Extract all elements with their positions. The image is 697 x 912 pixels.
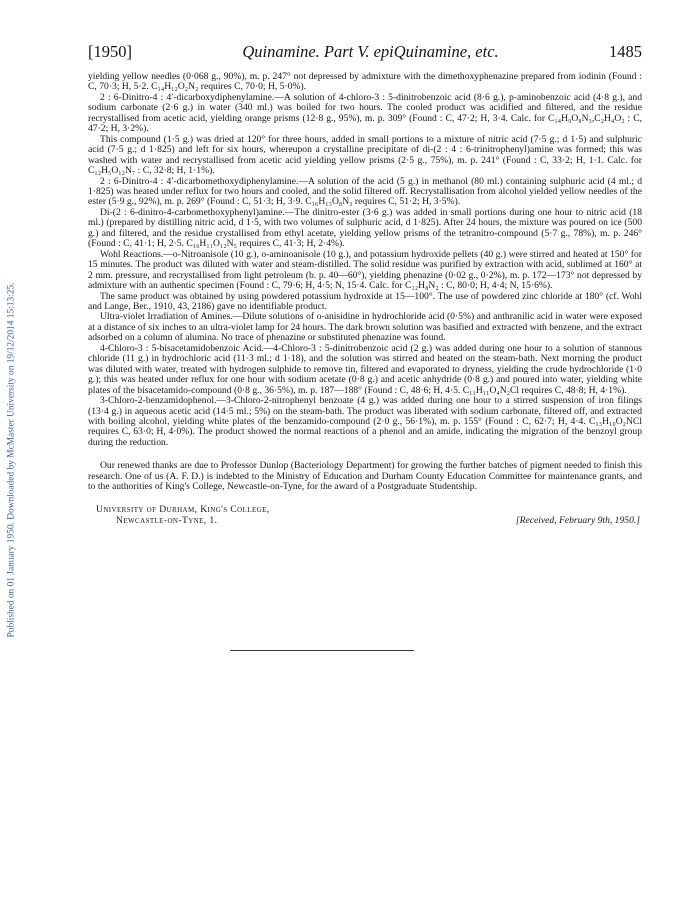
page-number: 1485 [608, 42, 642, 61]
received-date: [Received, February 9th, 1950.] [515, 514, 640, 526]
paragraph-continued: yielding yellow needles (0·068 g., 90%), m. p. 247° not depressed by admixture with the dimethoxyphenazine prepared from iodinin (Found : C, 70·3; H, 5·2. C₁₄H₁₂O₂N₂ requires C, 70·0; H, 5·0%). [88, 71, 642, 93]
paragraph-same-product: The same product was obtained by using powdered potassium hydroxide at 15—100°. The use of powdered zinc chloride at 180° (cf. Wohl and Lange, Ber., 1910, 43, 2186) gave no identifiable product. [88, 290, 642, 312]
paragraph-uv-irradiation: Ultra-violet Irradiation of Amines.—Dilute solutions of o-anisidine in hydrochloride acid (0·5%) and anthranilic acid in water were exposed at a distance of six inches to an ultra-violet lamp for 24 hours. The dark brown solution was basified and extracted with benzene, and the extract adsorbed on a column of alumina. No trace of phenazine or substituted phenazine was found. [88, 311, 642, 344]
end-rule [230, 650, 414, 651]
page-header [88, 42, 642, 62]
paragraph-dicarbomethoxy: 2 : 6-Dinitro-4 : 4′-dicarbomethoxydiphenylamine.—A solution of the acid (5 g.) in methanol (80 ml.) containing sulphuric acid (4 ml.; d 1·825) was heated under reflux for two hours and cooled, and the solid filtered off. Recrystallisation from alcohol yielded yellow needles of the ester (5·9 g., 92%), m. p. 269° (Found : C, 51·3; H, 3·9. C₁₆H₁₃O₈N₃ requires C, 51·2; H, 3·5%). [88, 175, 642, 208]
volume-year: [1950] [88, 42, 132, 61]
paragraph-wohl-reactions: Wohl Reactions.—o-Nitroanisole (10 g.), o-aminoanisole (10 g.), and potassium hydroxide pellets (40 g.) were stirred and heated at 150° for 15 minutes. The product was diluted with water and steam-distilled. The solid residue was purified by extraction with acid, sublimed at 160° at 2 mm. pressure, and recrystallised from light petroleum (b. p. 40—60°), yielding phenazine (0·02 g., 0·2%), m. p. 172—173° not depressed by admixture with an authentic specimen (Found : C, 79·6; H, 4·5; N, 15·4. Calc. for C₁₂H₈N₂ : C, 80·0; H, 4·4; N, 15·6%). [88, 248, 642, 292]
institution-line-1: University of Durham, King's College, [96, 503, 270, 515]
paragraph-benzamidophenol: 3-Chloro-2-benzamidophenol.—3-Chloro-2-nitrophenyl benzoate (4 g.) was added during one hour to a stirred suspension of iron filings (13·4 g.) in aqueous acetic acid (14·5 ml.; 5%) on the steam-bath. The product was liberated with sodium carbonate, filtered off, and extracted with boiling alcohol, yielding white plates of the benzamido-compound (2·0 g., 56·1%), m. p. 155° (Found : C, 62·7; H, 4·4. C₁₃H₁₀O₂NCl requires C, 63·0; H, 4·0%). The product showed the normal reactions of a phenol and an amide, indicating the migration of the benzoyl group during the reduction. [88, 395, 642, 448]
paragraph-bisacetamido: 4-Chloro-3 : 5-bisacetamidobenzoic Acid.—4-Chloro-3 : 5-dinitrobenzoic acid (2 g.) was added during one hour to a solution of stannous chloride (11 g.) in hydrochloric acid (11·3 ml.; d 1·18), and the solution was stirred and heated on the steam-bath. Next morning the product was diluted with water, treated with hydrogen sulphide to remove tin, filtered and evaporated to dryness, yielding the crude hydrochloride (1·0 g.); this was heated under reflux for one hour with sodium acetate (0·8 g.) and acetic anhydride (0·8 g.) and poured into water, yielding white plates of the bisacetamido-compound (0·8 g., 36·5%), m. p. 187—188° (Found : C, 48·6; H, 4·5. C₁₁H₁₁O₄N₂Cl requires C, 48·8; H, 4·1%). [88, 342, 642, 396]
article-body [88, 72, 642, 493]
running-title: Quinamine. Part V. epiQuinamine, etc. [242, 42, 499, 61]
download-notice: Published on 01 January 1950. Downloaded by McMaster University on 19/12/2014 15:13:25. [6, 282, 17, 638]
journal-page [88, 42, 642, 528]
paragraph-trinitrophenylamine: This compound (1·5 g.) was dried at 120° for three hours, added in small portions to a mixture of nitric acid (7·5 g.; d 1·5) and sulphuric acid (7·5 g.; d 1·825) and left for six hours, whereupon a crystalline precipitate of di-(2 : 4 : 6-trinitrophenyl)amine was formed; this was washed with water and recrystallised from acetic acid yielding yellow prisms (2·5 g., 75%), m. p. 241° (Found : C, 33·2; H, 1·1. Calc. for C₁₂H₅O₁₂N₇ : C, 32·8; H, 1·1%). [88, 133, 642, 177]
paragraph-tetranitro: Di-(2 : 6-dinitro-4-carbomethoxyphenyl)amine.—The dinitro-ester (3·6 g.) was added in small portions during one hour to nitric acid (18 ml.) (prepared by distilling nitric acid, d 1·5, with two volumes of sulphuric acid, d 1·825). After 24 hours, the mixture was poured on ice (500 g.) and filtered, and the residue crystallised from ethyl acetate, yielding yellow prisms of the tetranitro-compound (5·7 g., 78%), m. p. 246° (Found : C, 41·1; H, 2·5. C₁₆H₁₁O₁₂N₅ requires C, 41·3; H, 2·4%). [88, 206, 642, 250]
institution-line-2: Newcastle-on-Tyne, 1. [116, 514, 218, 526]
signature-block [88, 504, 642, 528]
paragraph-dicarboxydiphenylamine: 2 : 6-Dinitro-4 : 4′-dicarboxydiphenylamine.—A solution of 4-chloro-3 : 5-dinitrobenzoic acid (8·6 g.), p-aminobenzoic acid (4·8 g.), and sodium carbonate (2·6 g.) in water (340 ml.) was boiled for two hours. The cooled product was acidified and filtered, and the residue recrystallised from acetic acid, yielding orange prisms (12·8 g., 95%), m. p. 309° (Found : C, 47·2; H, 3·4. Calc. for C₁₄H₉O₈N₃,C₂H₄O₂ : C, 47·2; H, 3·2%). [88, 91, 642, 135]
download-notice-sidebar [4, 150, 18, 770]
paragraph-acknowledgements: Our renewed thanks are due to Professor Dunlop (Bacteriology Department) for growing the further batches of pigment needed to finish this research. One of us (A. F. D.) is indebted to the Ministry of Education and Durham County Education Committee for maintenance grants, and to the authorities of King's College, Newcastle-on-Tyne, for the award of a Postgraduate Studentship. [88, 460, 642, 493]
